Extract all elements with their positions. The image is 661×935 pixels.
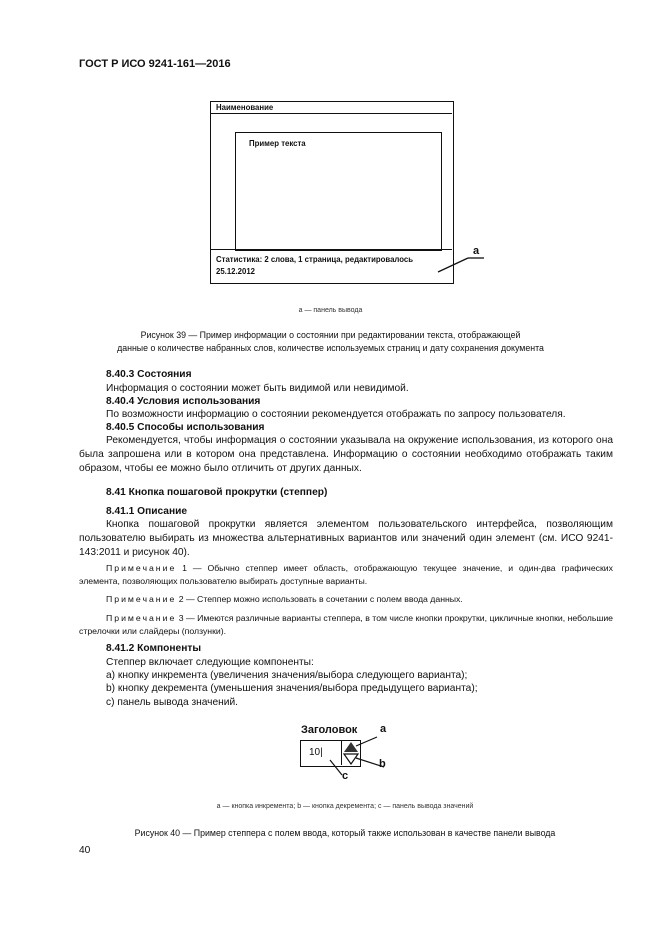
text-8-40-4: По возможности информацию о состоянии рекомендуется отображать по запросу пользователя. [106, 409, 566, 420]
note-1-label: Примечание [106, 563, 177, 573]
document-header: ГОСТ Р ИСО 9241-161—2016 [79, 58, 231, 70]
heading-8-41-1: 8.41.1 Описание [106, 506, 188, 517]
status-separator [211, 249, 452, 250]
text-8-41-1: Кнопка пошаговой прокрутки является элементом пользовательского интерфейса, позволяющим пользователю выбирать из множества альтернативных вариантов или значений один элемент (см. ИСО 9241-143:2011 и рисунок 40). [79, 519, 613, 558]
figure-39-legend: a — панель вывода [298, 307, 363, 314]
note-2 [79, 593, 613, 606]
callout-a: a [380, 723, 387, 735]
figure-40-caption: Рисунок 40 — Пример степпера с полем ввода, который также использован в качестве панели вывода [134, 828, 556, 838]
figure-39-callout [430, 246, 490, 276]
callout-a-label: a [473, 245, 480, 257]
figure-39-caption-1: Рисунок 39 — Пример информации о состоянии при редактировании текста, отображающей [140, 330, 521, 340]
figure-39-window [210, 101, 454, 284]
figure-40-legend: a — кнопка инкремента; b — кнопка декремента; c — панель вывода значений [216, 803, 474, 810]
page-number: 40 [79, 845, 91, 856]
text-8-40-5: Рекомендуется, чтобы информация о состоянии указывала на окружение использования, из которого она была запрошена или в котором она представлена. Информацию о состоянии необходимо отображать таким образом, чтобы ее можно было отличить от других данных. [79, 435, 613, 474]
note-1-text: 1 — Обычно степпер имеет область, отображающую текущее значение, и один-два графических элемента, позволяющих пользователю выбирать доступные варианты. [79, 563, 613, 586]
figure-39-caption-2: данные о количестве набранных слов, количестве используемых страниц и дату сохранения документа [117, 343, 544, 353]
status-line-2: 25.12.2012 [216, 267, 256, 276]
heading-8-40-4: 8.40.4 Условия использования [106, 396, 261, 407]
callout-c: c [342, 770, 349, 782]
window-title: Наименование [216, 103, 274, 112]
heading-8-40-3: 8.40.3 Состояния [106, 369, 192, 380]
note-3 [79, 612, 613, 638]
text-area [235, 132, 442, 251]
note-3-text: 3 — Имеются различные варианты степпера, в том числе кнопки прокрутки, цикличные кнопки, небольшие стрелочки или слайдеры (ползунки). [79, 613, 613, 636]
note-1 [79, 562, 613, 588]
component-item-a: a) кнопку инкремента (увеличения значения/выбора следующего варианта); [106, 670, 468, 681]
component-item-c: c) панель вывода значений. [106, 697, 238, 708]
stepper-value: 10| [309, 747, 323, 758]
components-intro: Степпер включает следующие компоненты: [106, 657, 314, 668]
component-item-b: b) кнопку декремента (уменьшения значения/выбора предыдущего варианта); [106, 683, 478, 694]
callout-b: b [379, 758, 386, 770]
title-separator [211, 113, 452, 114]
heading-8-40-5: 8.40.5 Способы использования [106, 422, 265, 433]
note-2-text: 2 — Степпер можно использовать в сочетании с полем ввода данных. [176, 594, 463, 604]
heading-8-41: 8.41 Кнопка пошаговой прокрутки (степпер) [106, 487, 328, 498]
stepper-title: Заголовок [301, 724, 358, 736]
heading-8-41-2: 8.41.2 Компоненты [106, 643, 202, 654]
sample-text: Пример текста [249, 139, 306, 148]
note-3-label: Примечание [106, 613, 177, 623]
note-2-label: Примечание [106, 594, 177, 604]
text-8-40-3: Информация о состоянии может быть видимой или невидимой. [106, 383, 409, 394]
figure-40-callouts [300, 728, 400, 783]
status-line-1: Статистика: 2 слова, 1 страница, редактировалось [216, 255, 414, 264]
